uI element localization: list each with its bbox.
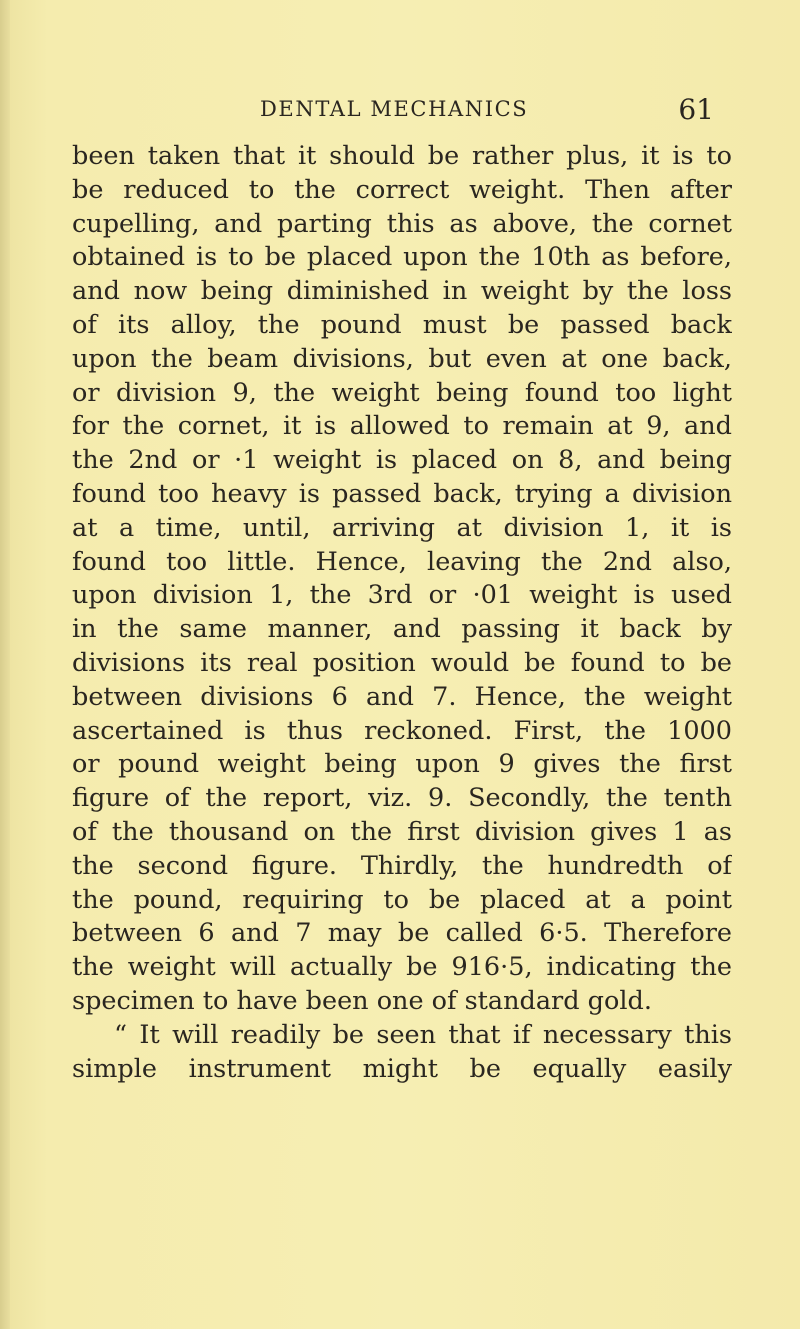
page-gutter [0, 0, 10, 1329]
text-line: figure of the report, viz. 9. Secondly, the tenth [72, 783, 732, 814]
text-line: and now being diminished in weight by the loss [72, 276, 732, 307]
page-header [72, 93, 718, 126]
text-line: “ It will readily be seen that if necessary this [114, 1019, 732, 1050]
text-line: the 2nd or ·1 weight is placed on 8, and being [72, 445, 732, 476]
text-line: between divisions 6 and 7. Hence, the weight [72, 681, 732, 712]
text-line: be reduced to the correct weight. Then after [72, 174, 732, 205]
text-line: simple instrument might be equally easily [72, 1053, 732, 1084]
text-line: divisions its real position would be found to be [72, 647, 732, 678]
text-line: found too little. Hence, leaving the 2nd also, [72, 546, 732, 577]
text-line: or division 9, the weight being found too light [72, 377, 732, 408]
text-line: or pound weight being upon 9 gives the first [72, 749, 732, 780]
text-line: been taken that it should be rather plus, it is to [72, 141, 732, 171]
text-line: of its alloy, the pound must be passed back [72, 309, 732, 340]
text-line: found too heavy is passed back, trying a division [72, 478, 732, 509]
text-line: in the same manner, and passing it back by [72, 614, 732, 645]
text-line: specimen to have been one of standard gold. [72, 985, 652, 1016]
text-line: the weight will actually be 916·5, indicating the [72, 952, 732, 983]
text-line: upon the beam divisions, but even at one back, [72, 343, 732, 374]
text-line: the pound, requiring to be placed at a point [72, 884, 732, 915]
text-line: at a time, until, arriving at division 1, it is [72, 512, 732, 543]
text-line: between 6 and 7 may be called 6·5. Therefore [72, 918, 732, 949]
text-line: for the cornet, it is allowed to remain at 9, and [72, 411, 732, 442]
text-line: the second figure. Thirdly, the hundredth of [72, 850, 732, 881]
text-line: upon division 1, the 3rd or ·01 weight is used [72, 580, 732, 611]
body-text [72, 140, 732, 1086]
running-head: DENTAL MECHANICS [260, 97, 529, 121]
text-line: ascertained is thus reckoned. First, the 1000 [72, 715, 732, 746]
page-number: 61 [678, 93, 714, 126]
text-line: of the thousand on the first division gives 1 as [72, 816, 732, 847]
text-line: obtained is to be placed upon the 10th as before, [72, 242, 732, 273]
text-line: cupelling, and parting this as above, the cornet [72, 208, 732, 239]
